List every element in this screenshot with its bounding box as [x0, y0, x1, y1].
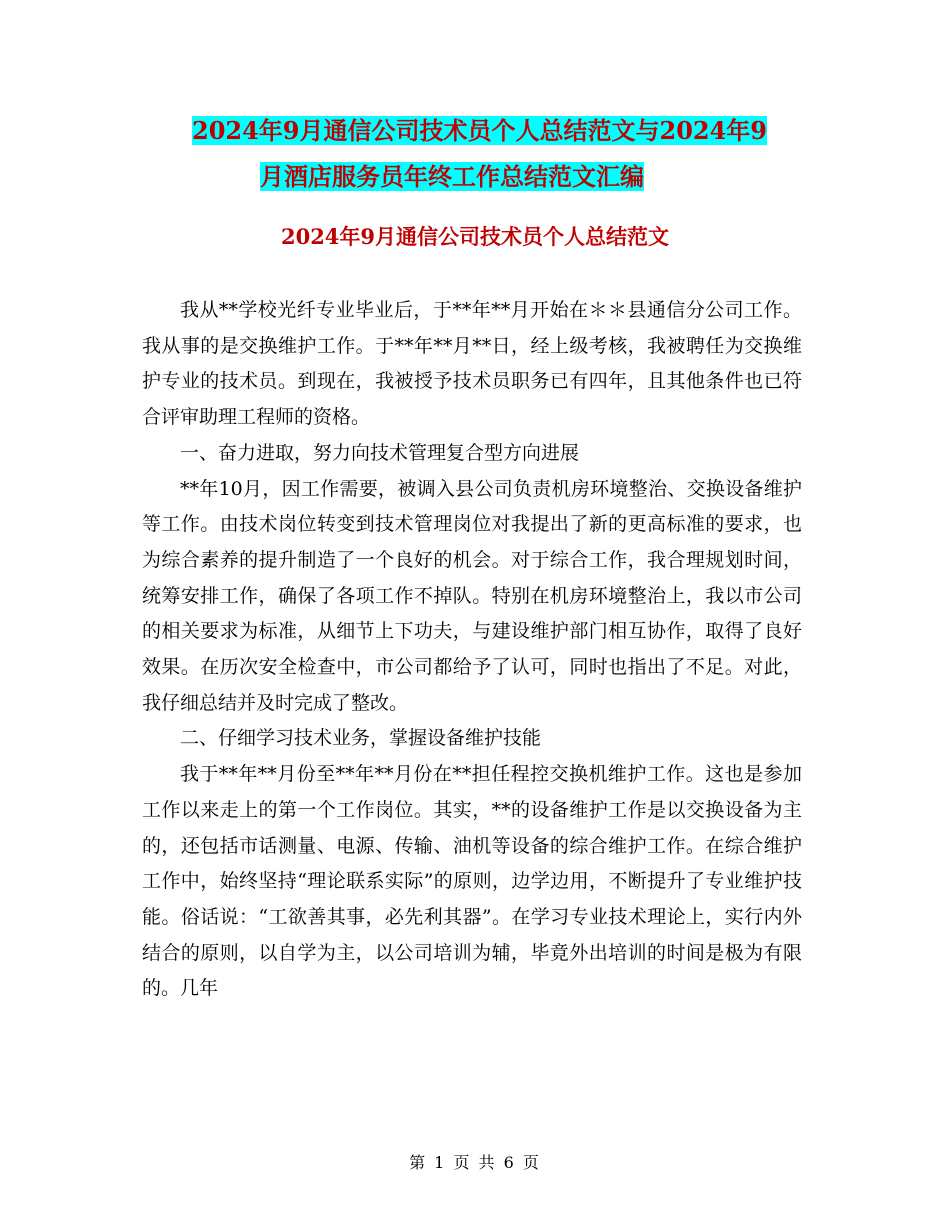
page-footer: 第 1 页 共 6 页: [409, 1153, 541, 1172]
document-title: [150, 108, 820, 200]
paragraph: 我从**学校光纤专业毕业后，于**年**月开始在＊＊县通信分公司工作。我从事的是交换维护工作。于**年**月**日，经上级考核，我被聘任为交换维护专业的技术员。到现在，我被授予技术员职务已有四年，且其他条件也已符合评审助理工程师的资格。: [142, 299, 802, 429]
paragraph: **年10月，因工作需要，被调入县公司负责机房环境整治、交换设备维护等工作。由技术岗位转变到技术管理岗位对我提出了新的更高标准的要求，也为综合素养的提升制造了一个良好的机会。对于综合工作，我合理规划时间，统筹安排工作，确保了各项工作不掉队。特别在机房环境整治上，我以市公司的相关要求为标准，从细节上下功夫，与建设维护部门相互协作，取得了良好效果。在历次安全检查中，市公司都给予了认可，同时也指出了不足。对此，我仔细总结并及时完成了整改。: [142, 477, 802, 714]
section-heading: 一、奋力进取，努力向技术管理复合型方向进展: [180, 441, 580, 464]
section-title: 2024年9月通信公司技术员个人总结范文: [280, 224, 670, 249]
paragraph: 我于**年**月份至**年**月份在**担任程控交换机维护工作。这也是参加工作以来走上的第一个工作岗位。其实，**的设备维护工作是以交换设备为主的，还包括市话测量、电源、传输、油机等设备的综合维护工作。在综合维护工作中，始终坚持“理论联系实际”的原则，边学边用，不断提升了专业维护技能。俗话说：“工欲善其事，必先利其器”。在学习专业技术理论上，实行内外结合的原则，以自学为主，以公司培训为辅，毕竟外出培训的时间是极为有限的。几年: [142, 763, 802, 1000]
title-line-1: 2024年9月通信公司技术员个人总结范文与2024年9: [192, 116, 767, 145]
section-heading: 二、仔细学习技术业务，掌握设备维护技能: [180, 727, 542, 750]
document-body: [142, 293, 802, 1007]
title-line-2: 月酒店服务员年终工作总结范文汇编: [260, 162, 644, 191]
